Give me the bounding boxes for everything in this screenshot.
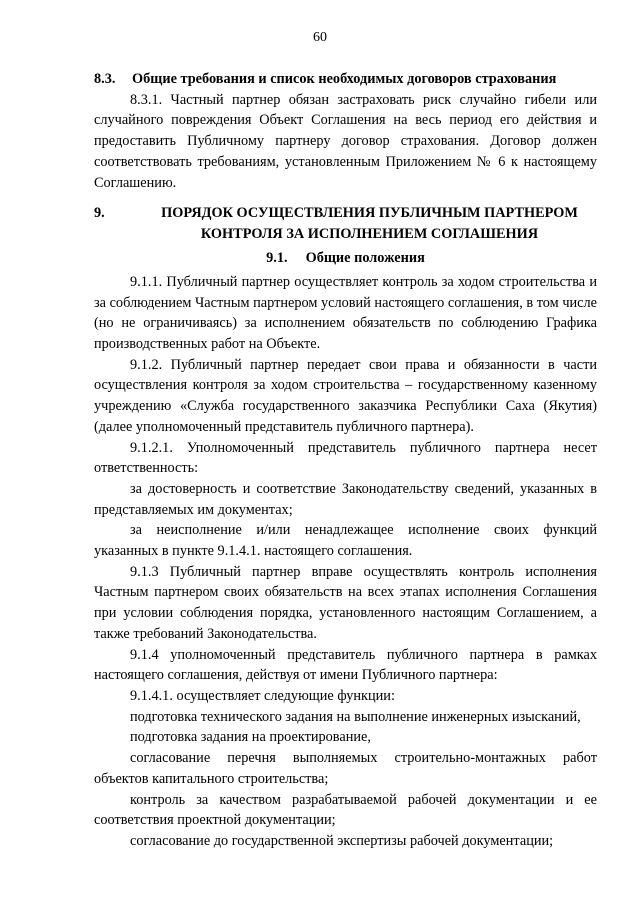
paragraph-9-1-3: 9.1.3 Публичный партнер вправе осуществлять контроль исполнения Частным партнером своих обязательств на всех этапах исполнения Соглашения при условии соблюдения порядка, установленного настоящим Соглашением, а также требований Законодательства. — [94, 563, 597, 642]
paragraph-9-1-2-1: 9.1.2.1. Уполномоченный представитель публичного партнера несет ответственность: — [94, 439, 597, 477]
section-title: ПОРЯДОК ОСУЩЕСТВЛЕНИЯ ПУБЛИЧНЫМ ПАРТНЕРОМ КОНТРОЛЯ ЗА ИСПОЛНЕНИЕМ СОГЛАШЕНИЯ — [161, 205, 578, 243]
paragraph-9-1-4-1: 9.1.4.1. осуществляет следующие функции: — [130, 687, 395, 704]
list-item: подготовка технического задания на выполнение инженерных изысканий, — [130, 708, 581, 725]
paragraph-9-1-4: 9.1.4 уполномоченный представитель публичного партнера в рамках настоящего соглашения, действуя от имени Публичного партнера: — [94, 646, 597, 684]
section-number: 8.3. — [94, 71, 116, 87]
section-9-heading — [94, 203, 597, 245]
section-title: Общие положения — [305, 250, 425, 267]
paragraph-8-3-1: 8.3.1. Частный партнер обязан застраховать риск случайно гибели или случайного повреждения Объект Соглашения на весь период его действия и предоставить Публичному партнеру договор страхования. Договор должен соответствовать требованиям, установленным Приложением № 6 к настоящему Соглашению. — [94, 91, 597, 191]
paragraph-9-1-1: 9.1.1. Публичный партнер осуществляет контроль за ходом строительства и за соблюдением Частным партнером условий настоящего соглашения, в том числе (но не ограничиваясь) за исполнением обязательств по соблюдению Графика производственных работ на Объекте. — [94, 273, 597, 353]
list-item: подготовка задания на проектирование, — [130, 729, 371, 746]
list-item: согласование перечня выполняемых строительно-монтажных работ объектов капитального строительства; — [94, 750, 597, 787]
section-9-1-heading — [94, 248, 597, 269]
section-title: Общие требования и список необходимых договоров страхования — [132, 71, 557, 87]
list-item: за достоверность и соответствие Законодательству сведений, указанных в представляемых им документах; — [94, 480, 597, 518]
list-item: контроль за качеством разрабатываемой рабочей документации и ее соответствия проектной документации; — [94, 791, 597, 829]
section-number: 9. — [94, 205, 105, 222]
list-item: за неисполнение и/или ненадлежащее исполнение своих функций указанных в пункте 9.1.4.1. настоящего соглашения. — [94, 522, 597, 560]
section-number: 9.1. — [266, 250, 288, 267]
section-8-3-heading — [94, 69, 597, 90]
document-body — [94, 69, 597, 852]
page-number: 60 — [313, 30, 327, 45]
paragraph-9-1-2: 9.1.2. Публичный партнер передает свои права и обязанности в части осуществления контроля за ходом строительства – государственному казенному учреждению «Служба государственного заказчика Республики Саха (Якутия) (далее уполномоченный представитель публичного партнера). — [94, 356, 597, 435]
list-item: согласование до государственной экспертизы рабочей документации; — [130, 832, 554, 849]
